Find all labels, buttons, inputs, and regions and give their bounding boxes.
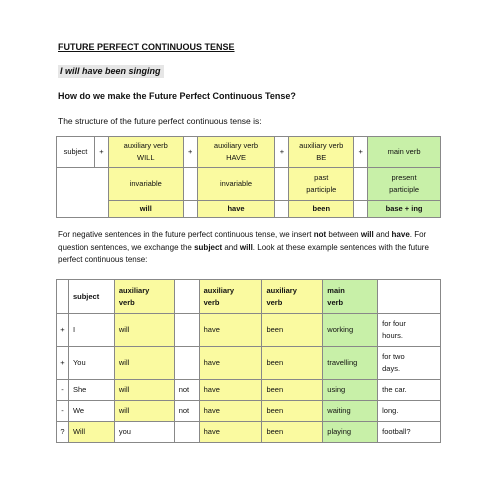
past-participle: past participle — [289, 168, 354, 201]
table-row: - She will not have been using the car. — [57, 380, 441, 401]
explanation-paragraph: For negative sentences in the future perfect continuous tense, we insert not between will and have. For question sentences, we exchange the subject and will. Look at these example sentences with the future perfect continuous tense: — [58, 230, 429, 264]
structure-table — [56, 136, 441, 218]
plus-sign: + — [183, 137, 197, 168]
header-aux3: auxiliary verb — [262, 280, 323, 314]
form-have: have — [197, 201, 275, 218]
header-subject: subject — [68, 280, 114, 314]
plus-sign: + — [94, 137, 108, 168]
header-main-verb: main verb — [323, 280, 378, 314]
present-participle: present participle — [368, 168, 441, 201]
structure-main-verb: main verb — [368, 137, 441, 168]
section-question: How do we make the Future Perfect Continuous Tense? — [58, 91, 296, 101]
header-aux1: auxiliary verb — [114, 280, 174, 314]
form-will: will — [108, 201, 183, 218]
form-been: been — [289, 201, 354, 218]
table-row: ? Will you have been playing football? — [57, 422, 441, 443]
structure-aux-have: auxiliary verb HAVE — [197, 137, 275, 168]
example-sentence: I will have been singing — [58, 65, 164, 78]
page-title: FUTURE PERFECT CONTINUOUS TENSE — [58, 42, 235, 52]
form-base-ing: base + ing — [368, 201, 441, 218]
table-row: + I will have been working for four hours. — [57, 314, 441, 347]
examples-table — [56, 279, 441, 443]
structure-aux-be: auxiliary verb BE — [289, 137, 354, 168]
plus-sign: + — [354, 137, 368, 168]
invariable-have: invariable — [197, 168, 275, 201]
table-row: - We will not have been waiting long. — [57, 401, 441, 422]
structure-intro: The structure of the future perfect continuous tense is: — [58, 116, 262, 126]
structure-aux-will: auxiliary verb WILL — [108, 137, 183, 168]
plus-sign: + — [275, 137, 289, 168]
invariable-will: invariable — [108, 168, 183, 201]
structure-subject: subject — [57, 137, 95, 168]
table-row: + You will have been travelling for two days. — [57, 347, 441, 380]
empty-cell — [57, 168, 109, 218]
header-aux2: auxiliary verb — [199, 280, 262, 314]
